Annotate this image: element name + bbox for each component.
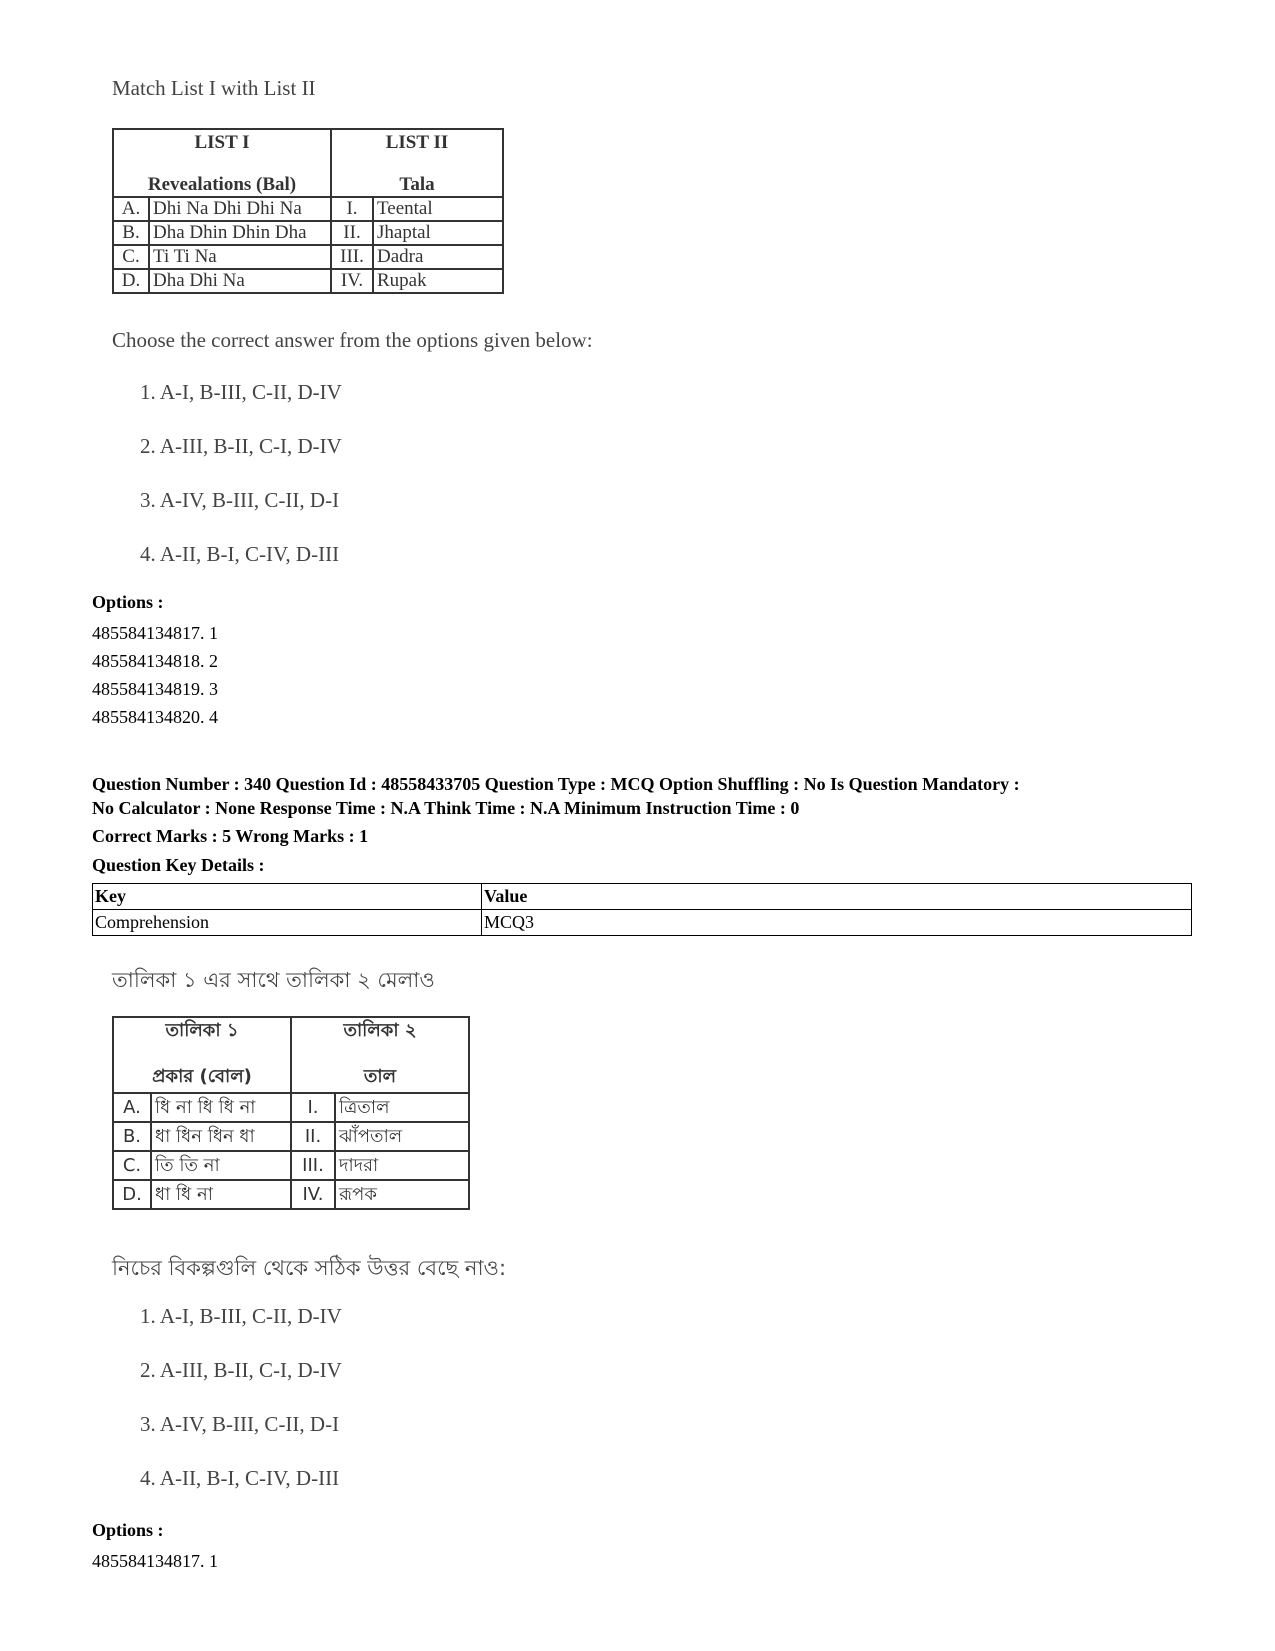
option-item: 485584134819. 3 [92,679,218,699]
key-header: Key [93,884,482,910]
row-value: Rupak [373,269,503,293]
q2-choose-text: নিচের বিকল্পগুলি থেকে সঠিক উত্তর বেছে নাও: [112,1256,507,1280]
table-row [93,910,1192,936]
row-value: Dadra [373,245,503,269]
table-row [113,1180,469,1209]
row-item: Dhi Na Dhi Dhi Na [149,197,331,221]
table-row [113,1151,469,1180]
q2-match-table [112,1016,470,1210]
table-header-row [93,884,1192,910]
row-item: Dha Dhi Na [149,269,331,293]
option-item: 485584134820. 4 [92,707,218,727]
answer-item: 1. A-I, B-III, C-II, D-IV [140,380,342,404]
q1-list1-header [113,129,331,197]
value-header: Value [482,884,1192,910]
row-value: ঝাঁপতাল [335,1122,469,1151]
row-item: Ti Ti Na [149,245,331,269]
row-item: ধি না ধি ধি না [151,1093,291,1122]
row-roman: IV. [331,269,373,293]
q1-instruction: Match List I with List II [112,76,316,100]
q2-options-label: Options : [92,1520,164,1540]
row-roman: I. [331,197,373,221]
table-row [113,197,503,221]
q2-list1-subtitle: প্রকার (বোল) [152,1066,252,1087]
q1-list1-title: LIST I [194,132,250,153]
answer-item: 4. A-II, B-I, C-IV, D-III [140,542,340,566]
table-row [113,245,503,269]
answer-item: 3. A-IV, B-III, C-II, D-I [140,1412,340,1436]
q1-list2-header [331,129,503,197]
row-item: তি তি না [151,1151,291,1180]
table-row [113,1093,469,1122]
row-item: ধা ধি না [151,1180,291,1209]
row-letter: C. [113,245,149,269]
row-roman: IV. [291,1180,335,1209]
row-letter: D. [113,269,149,293]
row-roman: II. [331,221,373,245]
q2-instruction: তালিকা ১ এর সাথে তালিকা ২ মেলাও [112,968,435,992]
row-value: রূপক [335,1180,469,1209]
row-letter: D. [113,1180,151,1209]
q1-answer-list [140,380,342,596]
answer-item: 1. A-I, B-III, C-II, D-IV [140,1304,342,1328]
answer-item: 2. A-III, B-II, C-I, D-IV [140,1358,342,1382]
row-roman: II. [291,1122,335,1151]
q2-options-list [92,1547,218,1575]
value-cell: MCQ3 [482,910,1192,936]
key-cell: Comprehension [93,910,482,936]
q2-list1-header [113,1017,291,1093]
table-row [113,1122,469,1151]
table-row [113,221,503,245]
row-roman: III. [291,1151,335,1180]
row-value: Jhaptal [373,221,503,245]
q1-options-label: Options : [92,592,164,612]
row-value: Teental [373,197,503,221]
q2-key-details-label: Question Key Details : [92,855,265,875]
q2-key-table [92,883,1192,936]
row-value: দাদরা [335,1151,469,1180]
q2-list2-subtitle: তাল [363,1066,397,1087]
q2-list2-title: তালিকা ২ [343,1020,417,1041]
option-item: 485584134817. 1 [92,623,218,643]
q2-marks: Correct Marks : 5 Wrong Marks : 1 [92,826,369,846]
q1-choose-text: Choose the correct answer from the options given below: [112,328,593,352]
q1-list1-subtitle: Revealations (Bal) [147,174,297,195]
option-item: 485584134817. 1 [92,1551,218,1571]
row-letter: B. [113,1122,151,1151]
q2-list2-header [291,1017,469,1093]
row-value: ত্রিতাল [335,1093,469,1122]
row-letter: A. [113,197,149,221]
answer-item: 3. A-IV, B-III, C-II, D-I [140,488,340,512]
row-item: Dha Dhin Dhin Dha [149,221,331,245]
row-letter: B. [113,221,149,245]
q1-options-list [92,619,218,731]
row-roman: III. [331,245,373,269]
answer-item: 2. A-III, B-II, C-I, D-IV [140,434,342,458]
q2-list1-title: তালিকা ১ [165,1020,239,1041]
q1-list2-subtitle: Tala [399,174,435,195]
q1-list2-title: LIST II [385,132,449,153]
q2-header-line1: Question Number : 340 Question Id : 48558433705 Question Type : MCQ Option Shuffling : No Is Question Mandatory : [92,774,1020,794]
answer-item: 4. A-II, B-I, C-IV, D-III [140,1466,340,1490]
q1-match-table [112,128,504,294]
q2-header-line2: No Calculator : None Response Time : N.A Think Time : N.A Minimum Instruction Time : 0 [92,798,800,818]
row-letter: C. [113,1151,151,1180]
row-letter: A. [113,1093,151,1122]
q2-answer-list [140,1304,342,1520]
option-item: 485584134818. 2 [92,651,218,671]
table-row [113,269,503,293]
row-item: ধা ধিন ধিন ধা [151,1122,291,1151]
row-roman: I. [291,1093,335,1122]
